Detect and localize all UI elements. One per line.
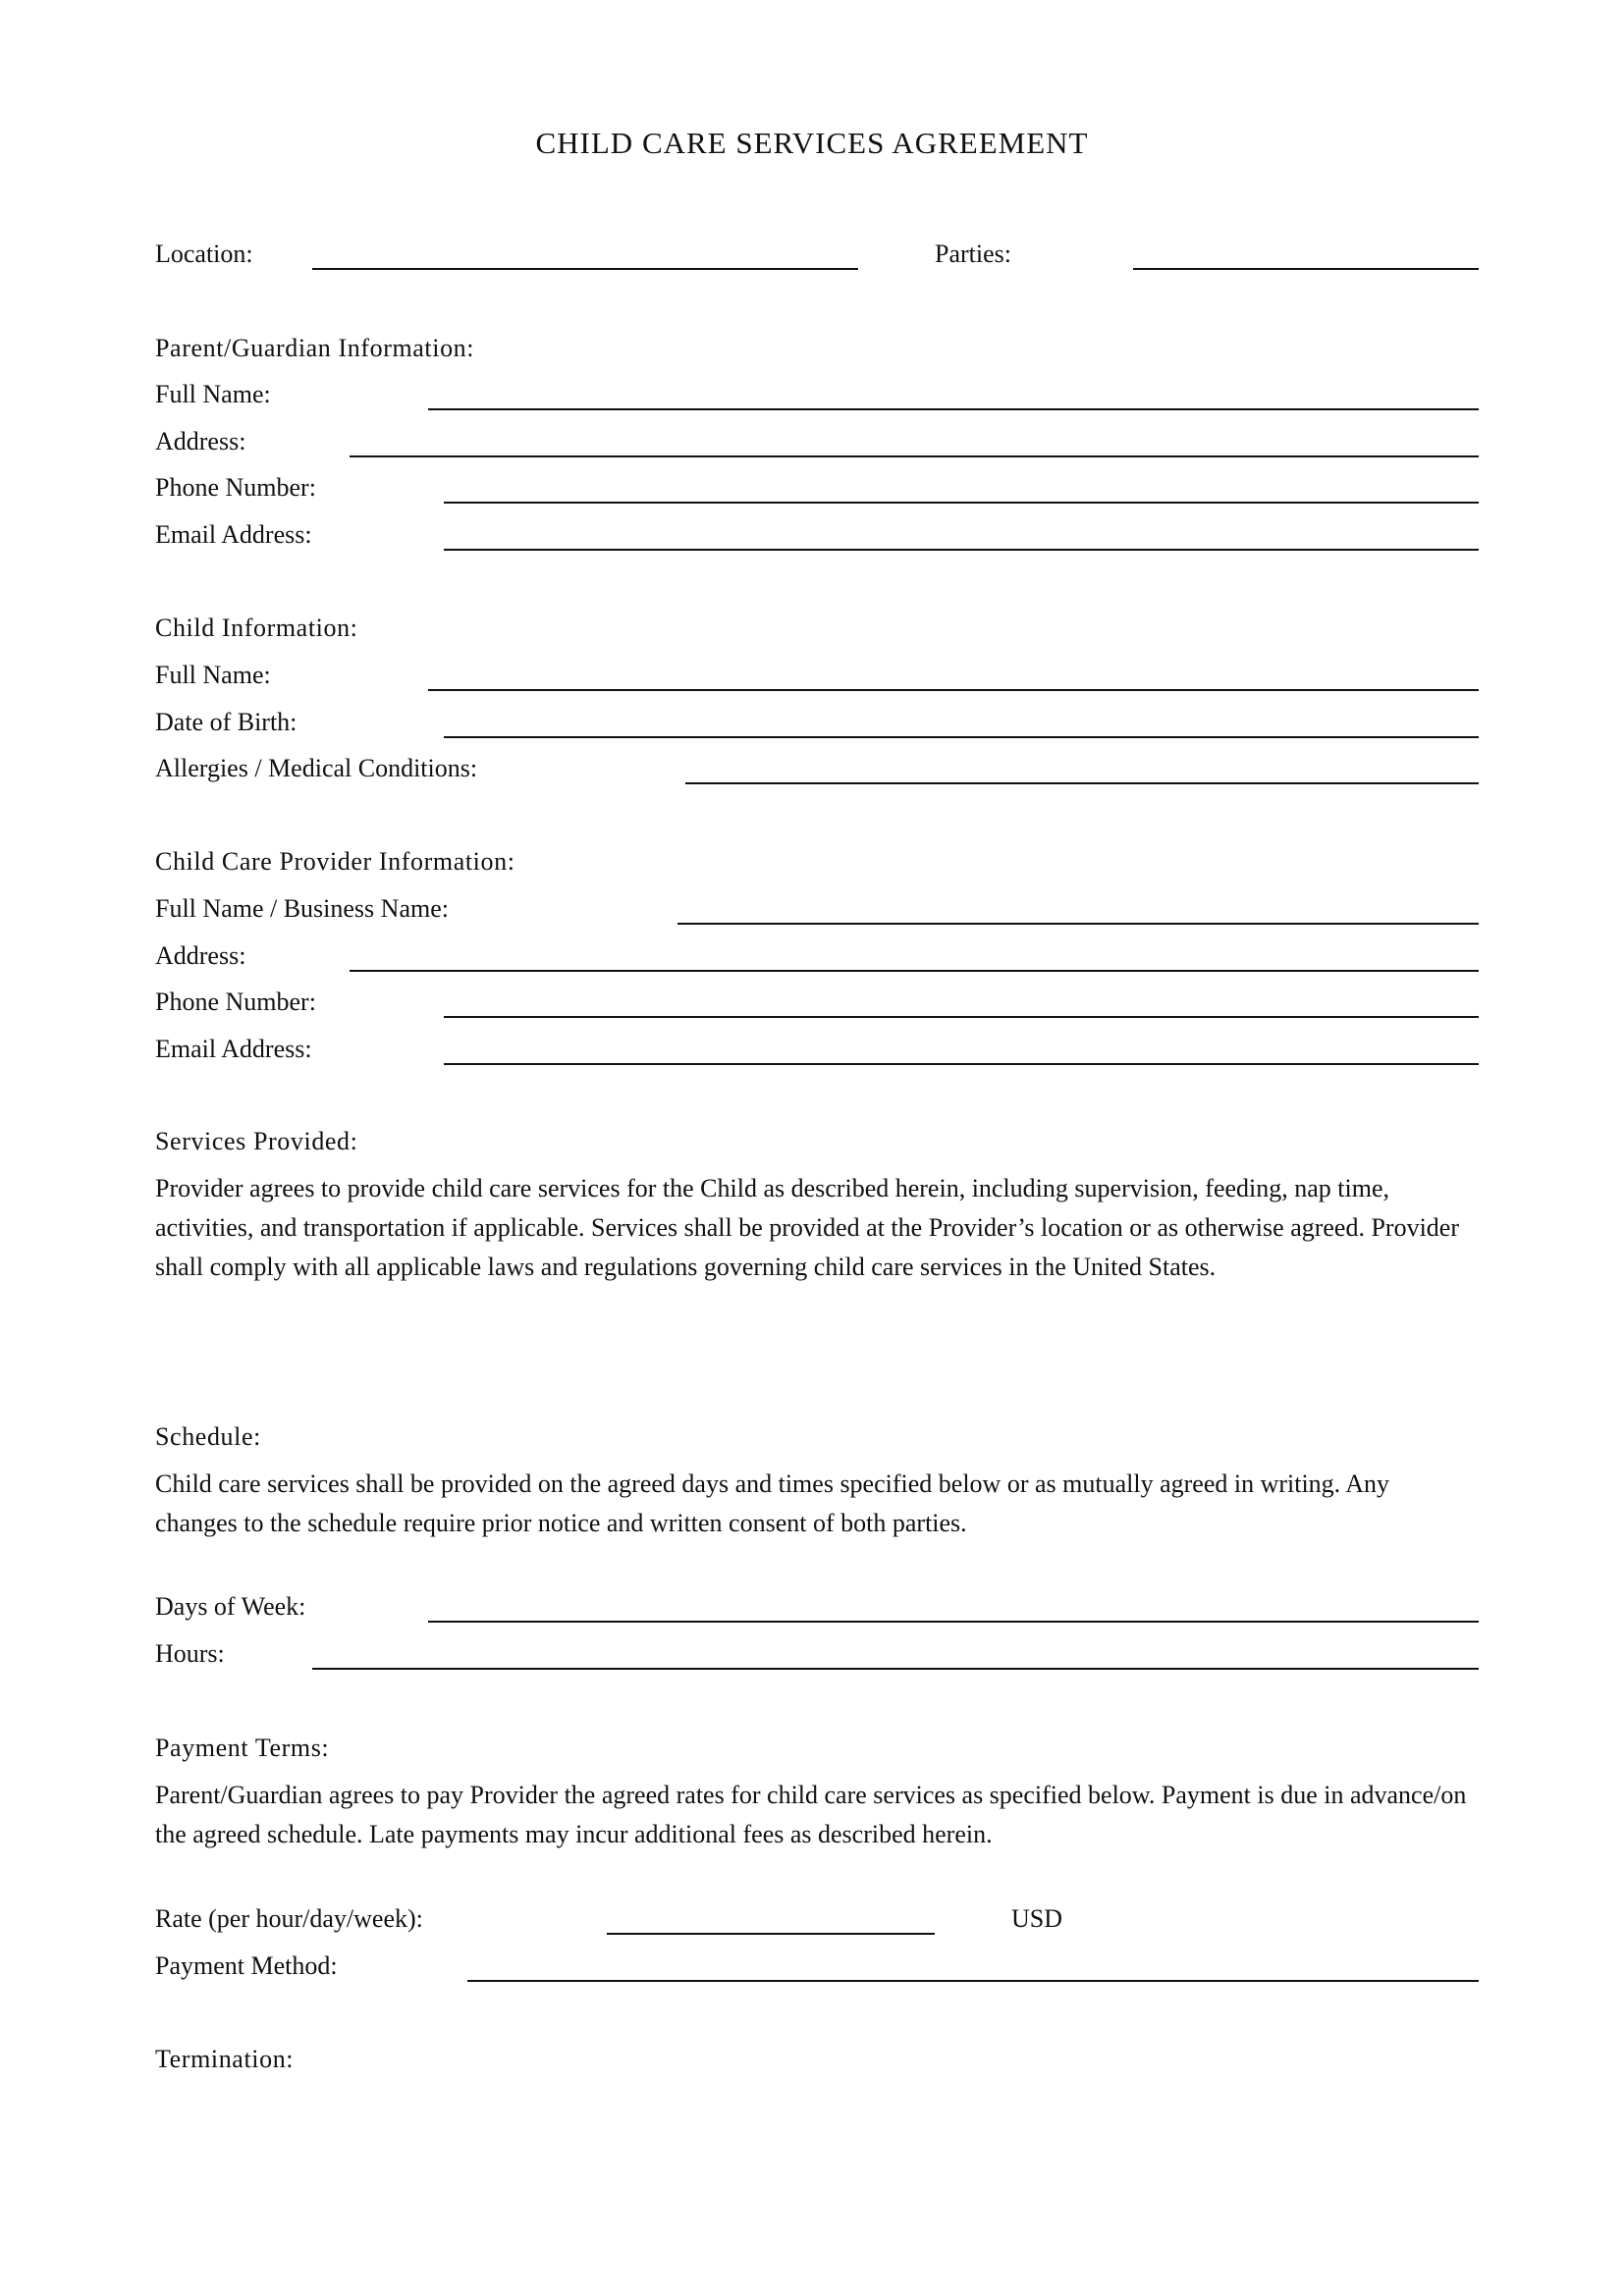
rate-field[interactable] bbox=[607, 1933, 935, 1935]
days-of-week-row bbox=[155, 1591, 1479, 1630]
document-title: CHILD CARE SERVICES AGREEMENT bbox=[535, 126, 1089, 160]
services-paragraph: Provider agrees to provide child care services for the Child as described herein, including supervision, feeding, nap time, activities, and transportation if applicable. Services shall be provided at the Provider’s location or as otherwise agreed. Provider shall comply with all applicable laws and regulations governing child care services in the United States. bbox=[155, 1174, 1460, 1281]
provider-phone-label: Phone Number: bbox=[155, 988, 316, 1016]
termination-heading: Termination: bbox=[155, 2045, 295, 2073]
parent-email-label: Email Address: bbox=[155, 520, 312, 549]
provider-email-label: Email Address: bbox=[155, 1035, 312, 1063]
payment-heading: Payment Terms: bbox=[155, 1734, 330, 1762]
child-full-name-label: Full Name: bbox=[155, 661, 271, 689]
provider-phone-field[interactable] bbox=[444, 1016, 1479, 1018]
payment-paragraph: Parent/Guardian agrees to pay Provider the agreed rates for child care services as specified below. Payment is due in advance/on the agreed schedule. Late payments may incur additional fees as described herein. bbox=[155, 1781, 1467, 1848]
location-row bbox=[155, 239, 1479, 278]
child-allergies-row bbox=[155, 753, 1479, 792]
child-full-name-field[interactable] bbox=[428, 689, 1479, 691]
currency-label: USD bbox=[1011, 1904, 1063, 1933]
parent-phone-row bbox=[155, 472, 1479, 511]
parent-address-row bbox=[155, 426, 1479, 465]
rate-row bbox=[155, 1903, 1479, 1943]
child-dob-field[interactable] bbox=[444, 736, 1479, 738]
parent-email-row bbox=[155, 519, 1479, 559]
child-allergies-field[interactable] bbox=[685, 782, 1479, 784]
schedule-paragraph: Child care services shall be provided on the agreed days and times specified below or as mutually agreed in writing. Any changes to the schedule require prior notice and written consent of both parties. bbox=[155, 1469, 1390, 1537]
parent-full-name-label: Full Name: bbox=[155, 380, 271, 408]
parent-address-field[interactable] bbox=[350, 455, 1479, 457]
location-label: Location: bbox=[155, 240, 253, 268]
hours-row bbox=[155, 1638, 1479, 1678]
provider-email-row bbox=[155, 1034, 1479, 1073]
days-of-week-field[interactable] bbox=[428, 1621, 1479, 1623]
parent-full-name-field[interactable] bbox=[428, 408, 1479, 410]
parties-label: Parties: bbox=[935, 240, 1011, 268]
parent-phone-label: Phone Number: bbox=[155, 473, 316, 502]
child-allergies-label: Allergies / Medical Conditions: bbox=[155, 754, 478, 782]
provider-address-row bbox=[155, 940, 1479, 980]
payment-method-row bbox=[155, 1950, 1479, 1990]
rate-label: Rate (per hour/day/week): bbox=[155, 1904, 423, 1933]
provider-address-field[interactable] bbox=[350, 970, 1479, 972]
parties-field[interactable] bbox=[1133, 268, 1479, 270]
location-field[interactable] bbox=[312, 268, 858, 270]
payment-method-field[interactable] bbox=[467, 1980, 1479, 1982]
parent-heading: Parent/Guardian Information: bbox=[155, 334, 475, 362]
schedule-heading: Schedule: bbox=[155, 1422, 261, 1451]
provider-name-label: Full Name / Business Name: bbox=[155, 894, 449, 923]
child-dob-label: Date of Birth: bbox=[155, 708, 298, 736]
child-dob-row bbox=[155, 707, 1479, 746]
parent-full-name-row bbox=[155, 379, 1479, 418]
provider-heading: Child Care Provider Information: bbox=[155, 847, 515, 876]
services-heading: Services Provided: bbox=[155, 1127, 358, 1155]
provider-name-field[interactable] bbox=[677, 923, 1479, 925]
provider-address-label: Address: bbox=[155, 941, 246, 970]
child-heading: Child Information: bbox=[155, 614, 358, 642]
hours-field[interactable] bbox=[312, 1668, 1479, 1670]
payment-method-label: Payment Method: bbox=[155, 1951, 338, 1980]
parent-phone-field[interactable] bbox=[444, 502, 1479, 504]
child-full-name-row bbox=[155, 660, 1479, 699]
hours-label: Hours: bbox=[155, 1639, 225, 1668]
provider-email-field[interactable] bbox=[444, 1063, 1479, 1065]
days-of-week-label: Days of Week: bbox=[155, 1592, 306, 1621]
provider-name-row bbox=[155, 893, 1479, 933]
parent-address-label: Address: bbox=[155, 427, 246, 455]
provider-phone-row bbox=[155, 987, 1479, 1026]
parent-email-field[interactable] bbox=[444, 549, 1479, 551]
